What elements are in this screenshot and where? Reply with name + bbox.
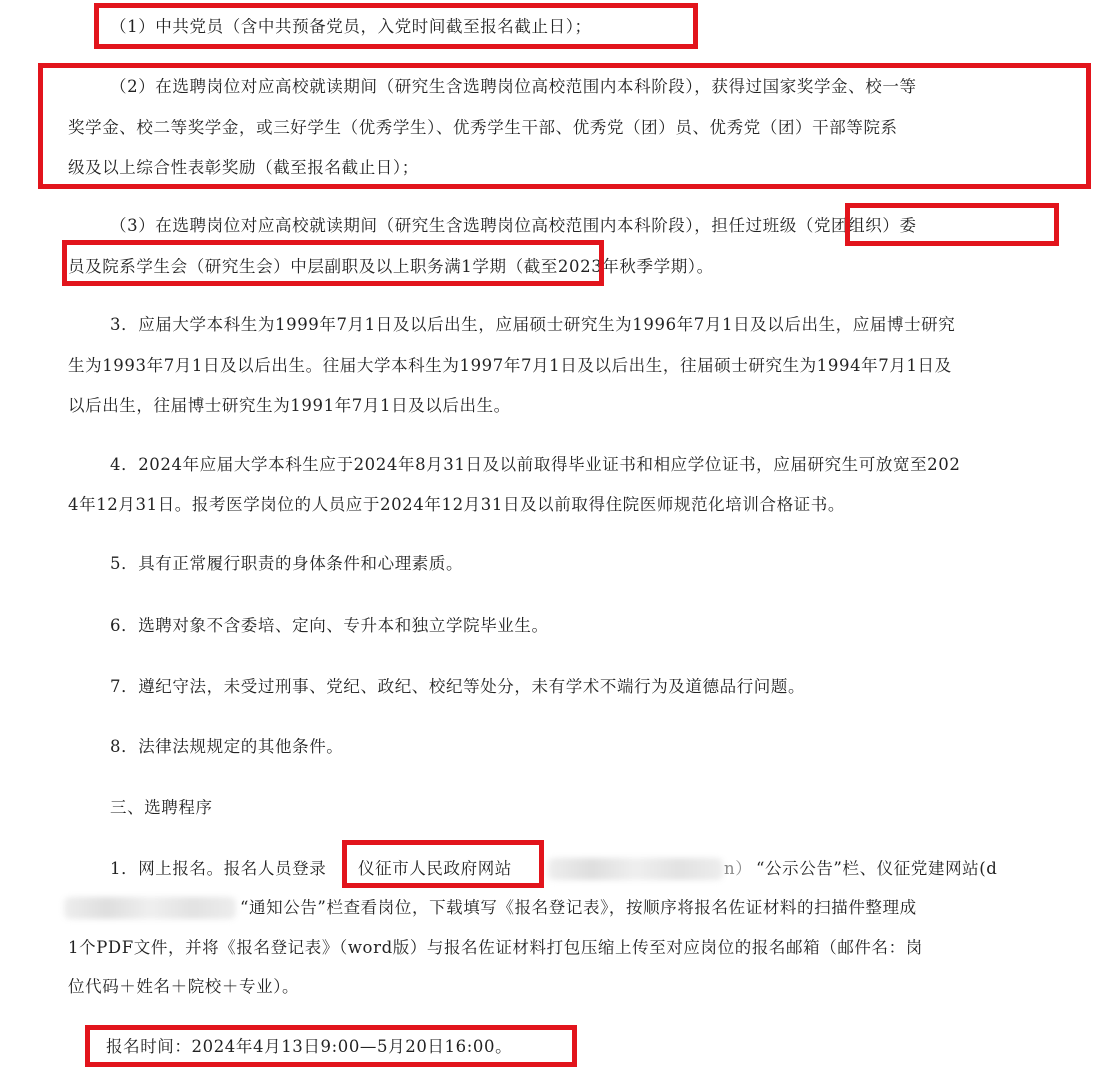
paragraph-certificate-line-1: 4．2024年应届大学本科生应于2024年8月31日及以前取得毕业证书和相应学位证书，应届研究生可放宽至202 bbox=[110, 455, 961, 474]
registration-time: 报名时间：2024年4月13日9:00—5月20日16:00。 bbox=[106, 1037, 513, 1056]
paragraph-party-member: （1）中共党员（含中共预备党员，入党时间截至报名截止日）； bbox=[110, 17, 592, 36]
paragraph-online-registration-lead: 1．网上报名。报名人员登录 bbox=[110, 859, 327, 878]
paragraph-birthdate-line-3: 以后出生，往届博士研究生为1991年7月1日及以后出生。 bbox=[68, 396, 511, 415]
paragraph-health: 5．具有正常履行职责的身体条件和心理素质。 bbox=[110, 554, 464, 573]
paragraph-exclusions: 6．选聘对象不含委培、定向、专升本和独立学院毕业生。 bbox=[110, 616, 549, 635]
paragraph-other-conditions: 8．法律法规规定的其他条件。 bbox=[110, 737, 344, 756]
paragraph-scholarship-line-2: 奖学金、校二等奖学金，或三好学生（优秀学生）、优秀学生干部、优秀党（团）员、优秀党（团）干部等院系 bbox=[68, 118, 898, 137]
paragraph-online-registration-line-4: 位代码＋姓名＋院校＋专业）。 bbox=[68, 977, 300, 996]
paragraph-birthdate-line-2: 生为1993年7月1日及以后出生。往届大学本科生为1997年7月1日及以后出生，往届硕士研究生为1994年7月1日及 bbox=[68, 356, 952, 375]
paragraph-cadre-line-1: （3）在选聘岗位对应高校就读期间（研究生含选聘岗位高校范围内本科阶段），担任过班级（党团组织）委 bbox=[110, 216, 917, 235]
government-website-name: 仪征市人民政府网站 bbox=[358, 859, 512, 878]
paragraph-online-registration-line-2: “通知公告”栏查看岗位，下载填写《报名登记表》，按顺序将报名佐证材料的扫描件整理成 bbox=[240, 898, 917, 917]
redacted-url-2 bbox=[64, 897, 236, 919]
paragraph-scholarship-line-3: 级及以上综合性表彰奖励（截至报名截止日）； bbox=[68, 158, 419, 177]
paragraph-online-registration-site: “公示公告”栏、仪征党建网站(d bbox=[756, 859, 998, 878]
paragraph-certificate-line-2: 4年12月31日。报考医学岗位的人员应于2024年12月31日及以前取得住院医师规范化培训合格证书。 bbox=[68, 495, 845, 514]
paragraph-discipline: 7．遵纪守法，未受过刑事、党纪、政纪、校纪等处分，未有学术不端行为及道德品行问题。 bbox=[110, 677, 806, 696]
redacted-url-tail: n） bbox=[724, 859, 753, 878]
paragraph-scholarship-line-1: （2）在选聘岗位对应高校就读期间（研究生含选聘岗位高校范围内本科阶段），获得过国家奖学金、校一等 bbox=[110, 77, 917, 96]
paragraph-cadre-line-2: 员及院系学生会（研究生会）中层副职及以上职务满1学期（截至2023年秋季学期）。 bbox=[68, 257, 714, 276]
paragraph-online-registration-line-3: 1个PDF文件，并将《报名登记表》（word版）与报名佐证材料打包压缩上传至对应岗位的报名邮箱（邮件名：岗 bbox=[68, 938, 923, 957]
redacted-url bbox=[548, 858, 723, 880]
paragraph-birthdate-line-1: 3．应届大学本科生为1999年7月1日及以后出生，应届硕士研究生为1996年7月1日及以后出生，应届博士研究 bbox=[110, 315, 956, 334]
section-heading-procedure: 三、选聘程序 bbox=[110, 798, 213, 817]
